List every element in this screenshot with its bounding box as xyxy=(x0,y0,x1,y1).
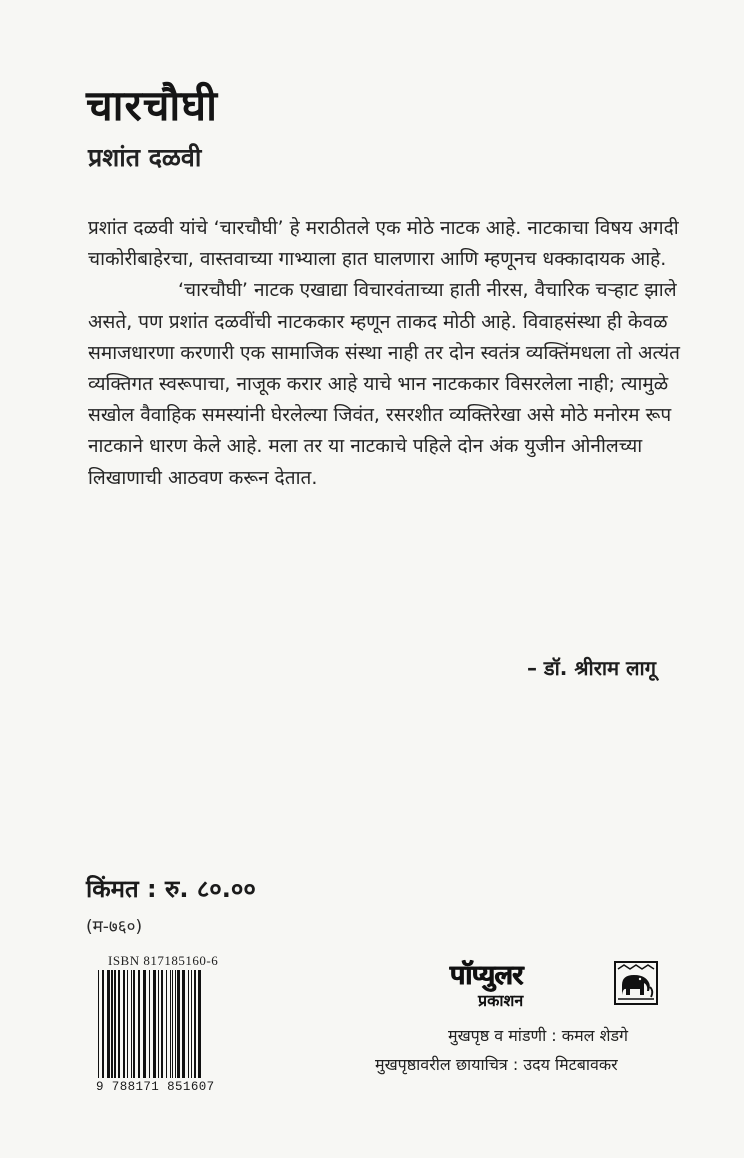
book-author: प्रशांत दळवी xyxy=(88,143,202,172)
elephant-icon xyxy=(614,961,658,1005)
publisher-subtitle: प्रकाशन xyxy=(478,991,524,1010)
catalog-code: (म-७६०) xyxy=(86,917,143,937)
barcode-digits: 9 788171 851607 xyxy=(96,1080,215,1094)
blurb-signature: – डॉ. श्रीराम लागू xyxy=(526,656,656,680)
blurb-paragraph-2: ‘चारचौघी’ नाटक एखाद्या विचारवंताच्या हाती नीरस, वैचारिक चऱ्हाट झाले असते, पण प्रशांत दळवींची नाटककार म्हणून ताकद मोठी आहे. विवाहसंस्था ही केवळ समाजधारणा करणारी एक सामाजिक संस्था नाही तर दोन स्वतंत्र व्यक्तिंमधला तो अत्यंत व्यक्तिगत स्वरूपाचा, नाजूक करार आहे याचे भान नाटककार विसरलेला नाही; त्यामुळे सखोल वैवाहिक समस्यांनी घेरलेल्या जिवंत, रसरशीत व्यक्तिरेखा असे मोठे मनोरम रूप नाटकाने धारण केले आहे. मला तर या नाटकाचे पहिले दोन अंक युजीन ओनीलच्या लिखाणाची आठवण करून देतात. xyxy=(88,279,680,489)
price-label: किंमत : रु. ८०.०० xyxy=(86,875,256,903)
book-title: चारचौघी xyxy=(86,81,218,130)
cover-design-credit: मुखपृष्ठ व मांडणी : कमल शेडगे xyxy=(448,1026,629,1045)
isbn-label: ISBN 817185160-6 xyxy=(108,953,219,968)
blurb xyxy=(88,213,688,494)
blurb-paragraph-1: प्रशांत दळवी यांचे ‘चारचौघी’ हे मराठीतले एक मोठे नाटक आहे. नाटकाचा विषय अगदी चाकोरीबाहेरचा, वास्तवाच्या गाभ्याला हात घालणारा आणि म्हणूनच धक्कादायक आहे. xyxy=(88,217,679,271)
publisher-logo xyxy=(450,955,660,1015)
publisher-name: पॉप्युलर xyxy=(450,960,523,991)
cover-photo-credit: मुखपृष्ठावरील छायाचित्र : उदय मिटबावकर xyxy=(375,1055,618,1074)
barcode-icon xyxy=(96,970,238,1078)
